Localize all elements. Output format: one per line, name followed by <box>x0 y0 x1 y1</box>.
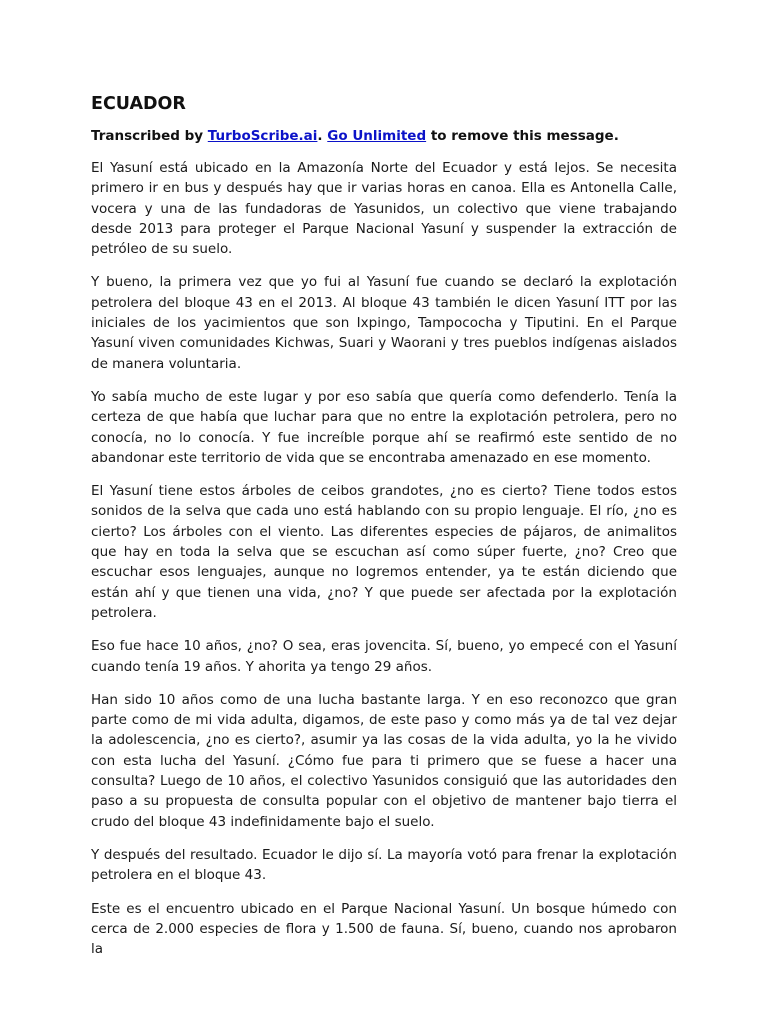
notice-separator: . <box>317 128 328 144</box>
paragraph: Han sido 10 años como de una lucha bastante larga. Y en eso reconozco que gran parte como de mi vida adulta, digamos, de este paso y como más ya de tal vez dejar la adolescencia, ¿no es cierto?, asumir ya las cosas de la vida adulta, yo la he vivido con esta lucha del Yasuní. ¿Cómo fue para ti primero que se fuese a hacer una consulta? Luego de 10 años, el colectivo Yasunidos consiguió que las autoridades den paso a su propuesta de consulta popular con el objetivo de mantener bajo tierra el crudo del bloque 43 indefinidamente bajo el suelo. <box>91 691 677 830</box>
paragraph: El Yasuní tiene estos árboles de ceibos grandotes, ¿no es cierto? Tiene todos estos sonidos de la selva que cada uno está hablando con su propio lenguaje. El río, ¿no es cierto? Los árboles con el viento. Las diferentes especies de pájaros, de animalitos que hay en toda la selva que se escuchan así como súper fuerte, ¿no? Creo que escuchar esos lenguajes, aunque no logremos entender, ya te están diciendo que están ahí y que tienen una vida, ¿no? Y que puede ser afectada por la explotación petrolera. <box>91 483 677 621</box>
paragraph: Y bueno, la primera vez que yo fui al Yasuní fue cuando se declaró la explotación petrolera del bloque 43 en el 2013. Al bloque 43 también le dicen Yasuní ITT por las iniciales de los yacimientos que son Ixpingo, Tampococha y Tiputini. En el Parque Yasuní viven comunidades Kichwas, Suari y Waorani y tres pueblos indígenas aislados de manera voluntaria. <box>91 274 677 372</box>
paragraph: Este es el encuentro ubicado en el Parque Nacional Yasuní. Un bosque húmedo con cerca de 2.000 especies de flora y 1.500 de fauna. Sí, bueno, cuando nos aprobaron la <box>91 900 677 958</box>
go-unlimited-link[interactable]: Go Unlimited <box>327 128 427 144</box>
paragraph: Yo sabía mucho de este lugar y por eso sabía que quería como defenderlo. Tenía la certeza de que había que luchar para que no entre la explotación petrolera, pero no conocía, no lo conocía. Y fue increíble porque ahí se reafirmó este sentido de no abandonar este territorio de vida que se encontraba amenazado en ese momento. <box>91 388 677 466</box>
transcription-notice <box>91 126 677 146</box>
notice-prefix: Transcribed by <box>91 128 208 144</box>
document-page <box>91 92 677 972</box>
notice-suffix: to remove this message. <box>426 128 619 144</box>
paragraph: Y después del resultado. Ecuador le dijo sí. La mayoría votó para frenar la explotación petrolera en el bloque 43. <box>91 846 677 884</box>
turboscribe-link[interactable]: TurboScribe.ai <box>207 128 318 144</box>
paragraph: El Yasuní está ubicado en la Amazonía Norte del Ecuador y está lejos. Se necesita primero ir en bus y después hay que ir varias horas en canoa. Ella es Antonella Calle, vocera y una de las fundadoras de Yasunidos, un colectivo que viene trabajando desde 2013 para proteger el Parque Nacional Yasuní y suspender la extracción de petróleo de su suelo. <box>91 160 677 258</box>
document-title: ECUADOR <box>91 94 186 114</box>
paragraph: Eso fue hace 10 años, ¿no? O sea, eras jovencita. Sí, bueno, yo empecé con el Yasuní cuando tenía 19 años. Y ahorita ya tengo 29 años. <box>91 638 677 675</box>
